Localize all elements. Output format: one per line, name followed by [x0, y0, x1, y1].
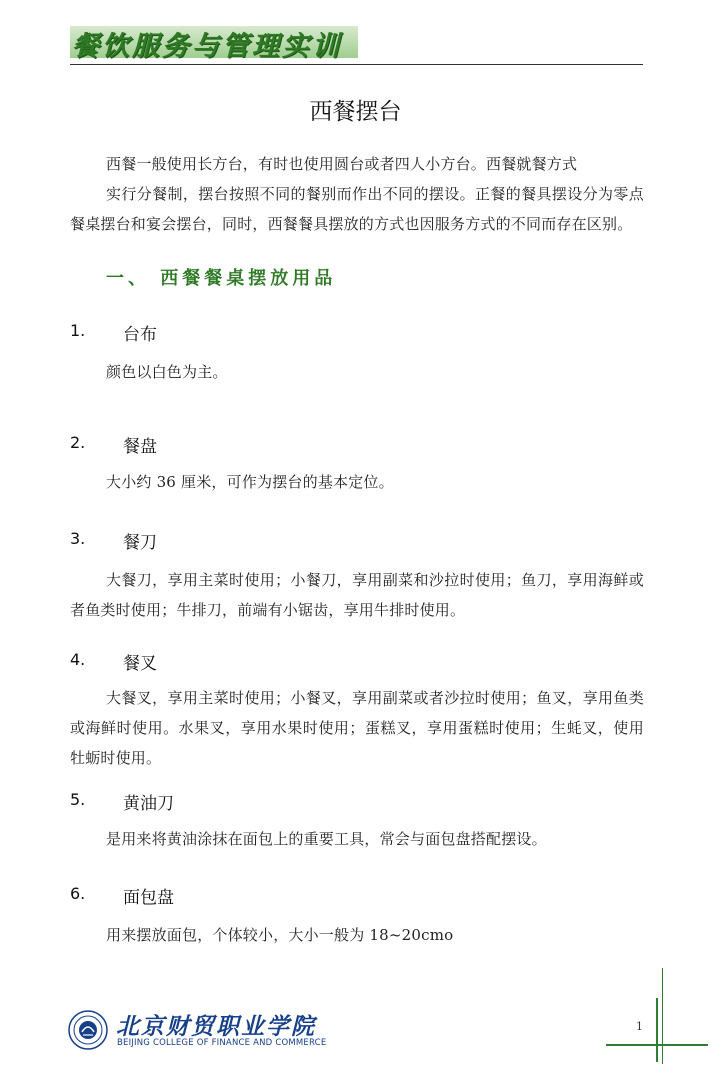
item-title: 黄油刀: [123, 794, 174, 814]
item-number: 2.: [70, 433, 86, 452]
header-divider: [70, 64, 643, 65]
item-text: 大餐叉，享用主菜时使用；小餐叉，享用副菜或者沙拉时使用；鱼叉，享用鱼类或海鲜时使用。水果叉，享用水果时使用；蛋糕叉，享用蛋糕时使用；生蚝叉，使用牡蛎时使用。: [70, 689, 644, 767]
item-title: 餐盘: [123, 437, 157, 457]
item-text: 用来摆放面包，个体较小，大小一般为 18~20cmo: [106, 926, 454, 944]
item-title: 台布: [123, 325, 157, 345]
item-title: 餐叉: [123, 654, 157, 674]
page-number: 1: [636, 1020, 643, 1033]
school-seal-logo-icon: [68, 1010, 108, 1050]
intro-line-2: 实行分餐制，摆台按照不同的餐别而作出不同的摆设。正餐的餐具摆设分为零点餐桌摆台和宴会摆台，同时，西餐餐具摆放的方式也因服务方式的不同而存在区别。: [70, 185, 644, 233]
item-text: 颜色以白色为主。: [106, 363, 228, 381]
item-number: 1.: [70, 321, 86, 340]
footer-line: [662, 968, 663, 1064]
item-text: 大餐刀，享用主菜时使用；小餐刀，享用副菜和沙拉时使用；鱼刀，享用海鲜或者鱼类时使用；牛排刀，前端有小锯齿，享用牛排时使用。: [70, 571, 644, 619]
item-number: 5.: [70, 790, 86, 809]
section-heading: 一、 西餐餐桌摆放用品: [106, 268, 337, 289]
item-text: 是用来将黄油涂抹在面包上的重要工具，常会与面包盘搭配摆设。: [106, 830, 547, 848]
item-text: 大小约 36 厘米，可作为摆台的基本定位。: [106, 473, 394, 491]
item-title: 餐刀: [123, 533, 157, 553]
item-number: 3.: [70, 529, 86, 548]
page-title: 西餐摆台: [309, 99, 402, 125]
item-number: 4.: [70, 650, 86, 669]
footer-school-name-en: BEIJING COLLEGE OF FINANCE AND COMMERCE: [117, 1038, 327, 1048]
item-title: 面包盘: [123, 888, 174, 908]
intro-line-1: 西餐一般使用长方台，有时也使用圆台或者四人小方台。西餐就餐方式: [106, 155, 578, 173]
footer-line: [656, 998, 658, 1062]
header-title: 餐饮服务与管理实训: [72, 31, 342, 62]
item-number: 6.: [70, 884, 86, 903]
footer-school-name: 北京财贸职业学院: [116, 1013, 316, 1040]
